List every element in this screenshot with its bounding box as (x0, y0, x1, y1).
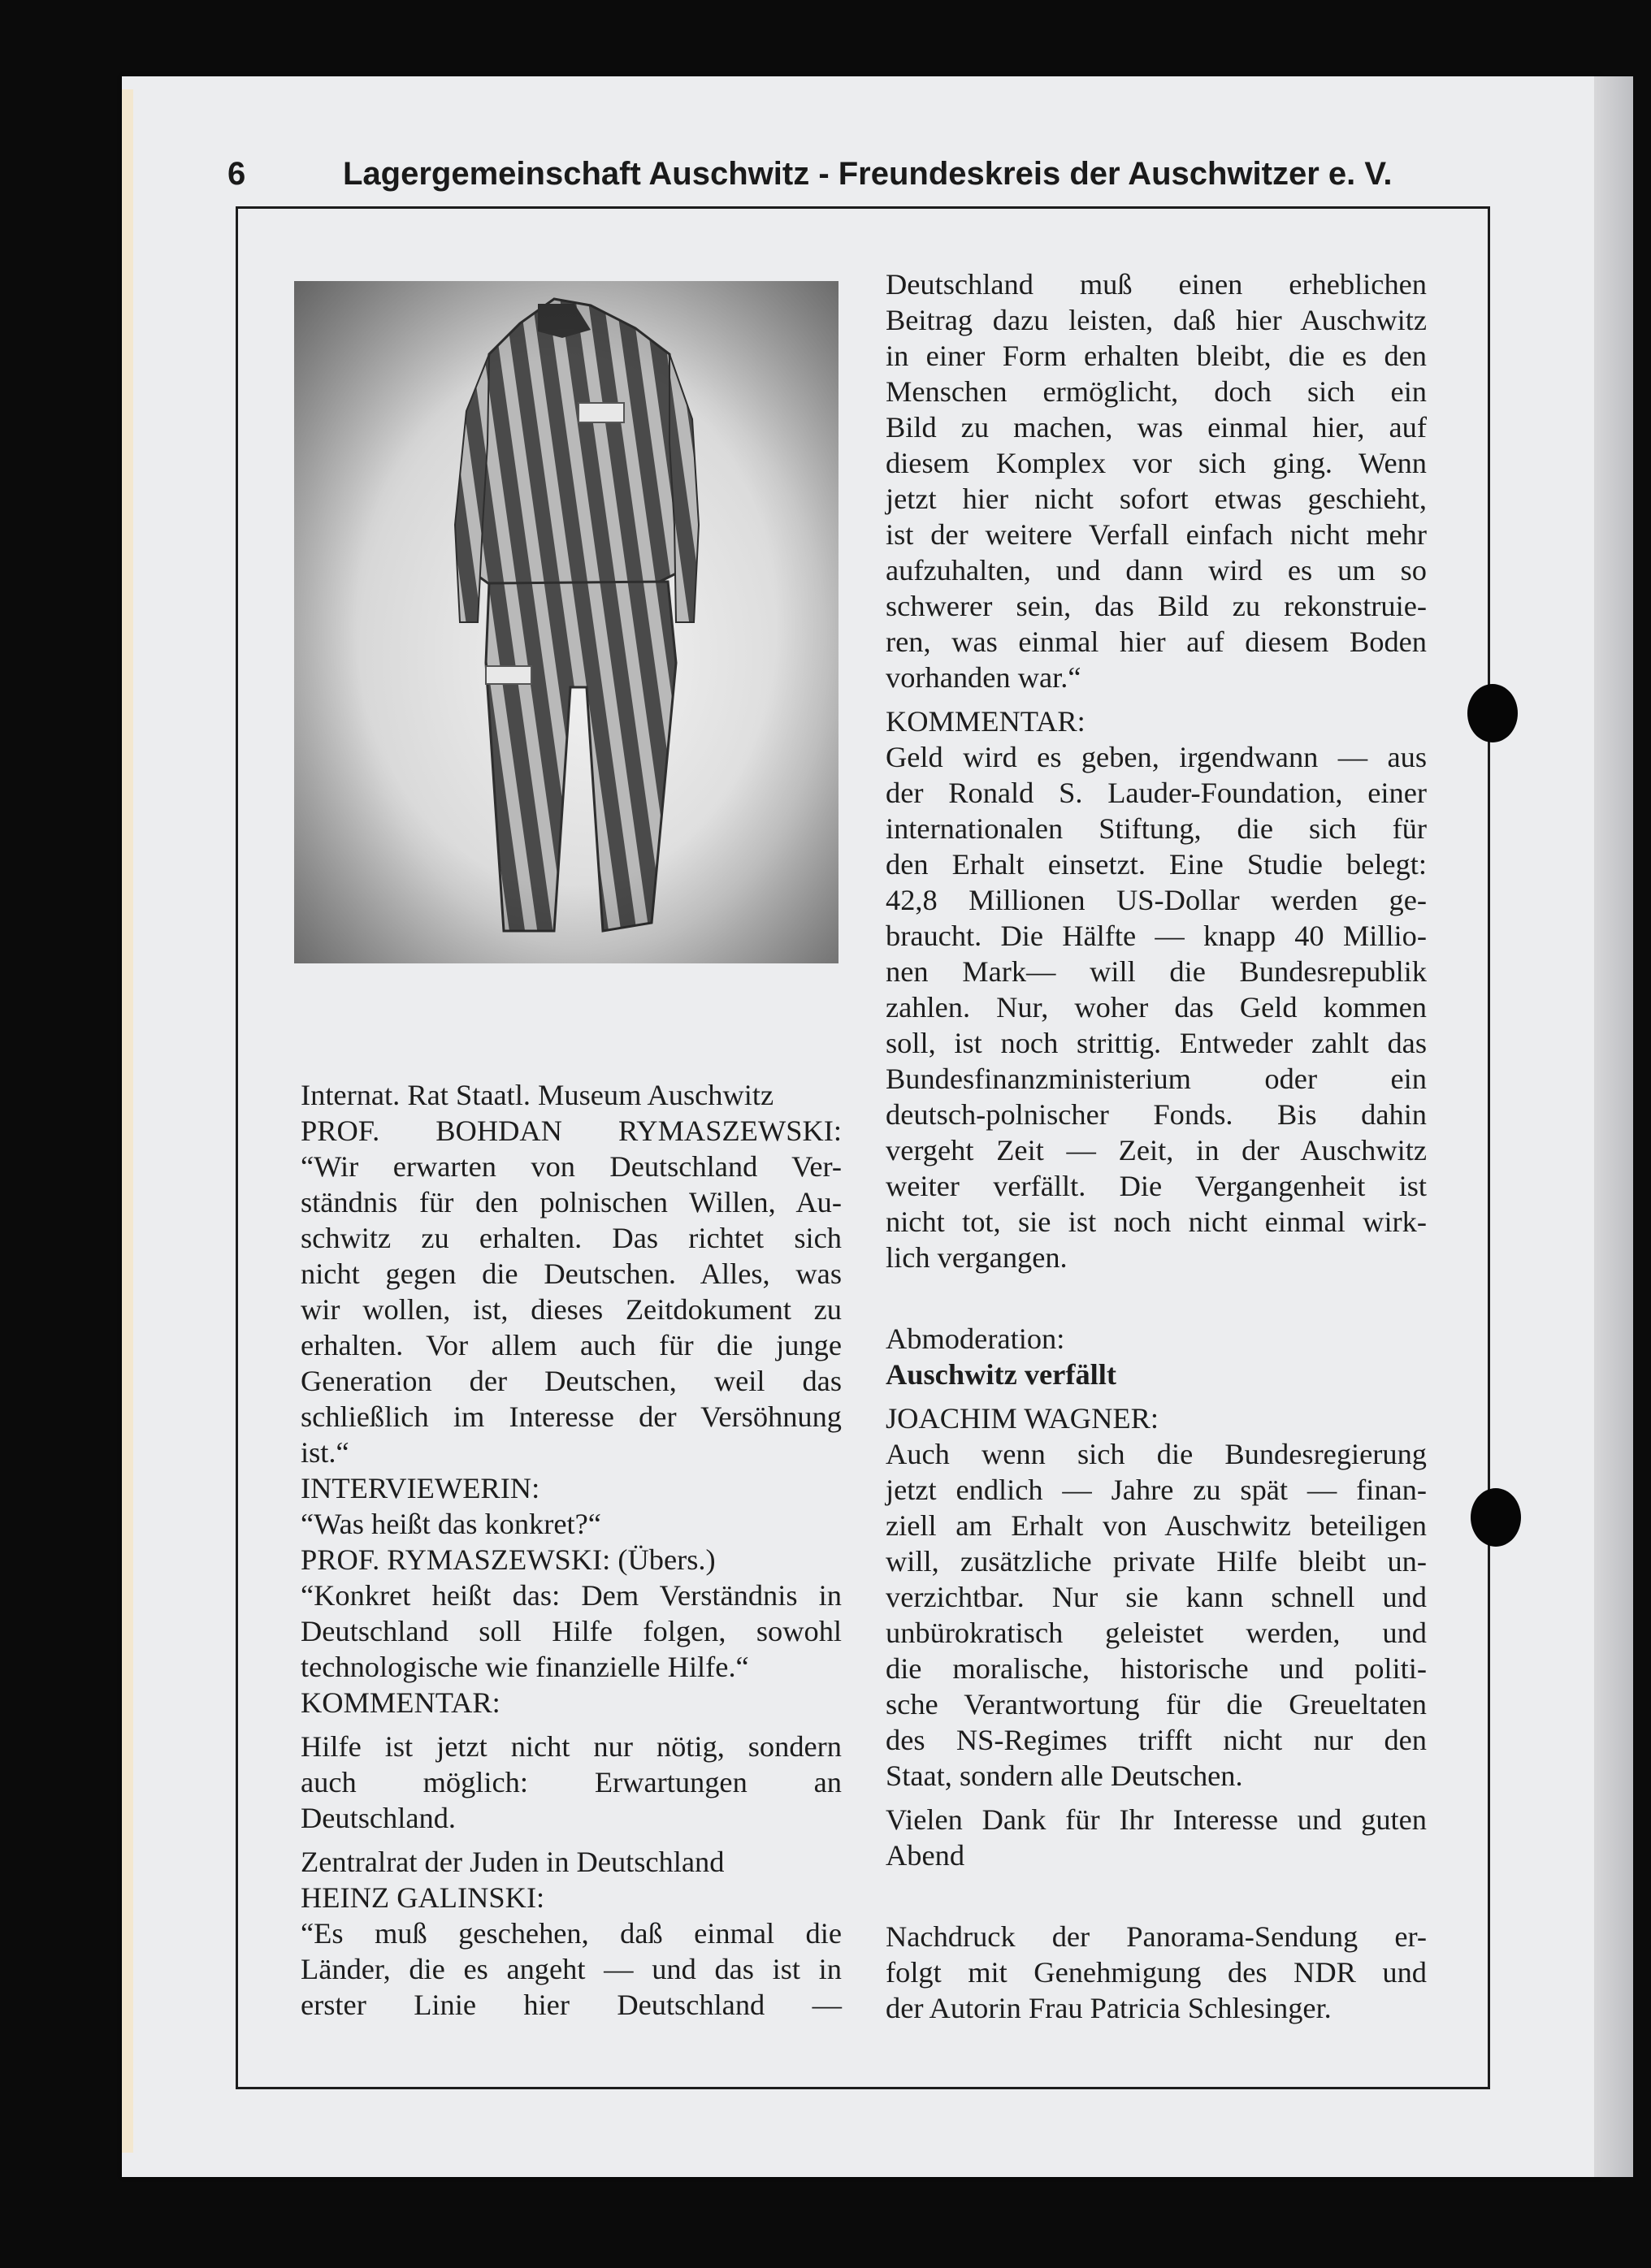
text-line: 42,8 Millionen US-Dollar werden ge- (886, 884, 1427, 916)
prisoner-uniform-photo (294, 281, 838, 963)
underlying-sheet-edge (122, 89, 133, 2153)
text-line: Bundesfinanzministerium oder ein (886, 1063, 1427, 1095)
text-line: nicht gegen die Deutschen. Alles, was (301, 1257, 842, 1290)
text-line: lich vergangen. (886, 1241, 1068, 1274)
speaker-name: INTERVIEWERIN: (301, 1472, 540, 1504)
text-line: Deutschland muß einen erheblichen (886, 268, 1427, 301)
text-line: der Ronald S. Lauder-Foundation, einer (886, 777, 1427, 809)
text-line: schließlich im Interesse der Versöhnung (301, 1400, 842, 1433)
text-line: erhalten. Vor allem auch für die junge (301, 1329, 842, 1361)
text-line: aufzuhalten, und dann wird es um so (886, 554, 1427, 586)
text-line: deutsch-polnischer Fonds. Bis dahin (886, 1098, 1427, 1131)
text-line: “Was heißt das konkret?“ (301, 1508, 601, 1540)
speaker-name: JOACHIM WAGNER: (886, 1402, 1159, 1435)
page-header (228, 156, 1393, 205)
speaker-name: PROF. RYMASZEWSKI: (Übers.) (301, 1543, 716, 1576)
text-line: Deutschland. (301, 1802, 456, 1834)
left-column-text (301, 1077, 842, 2023)
closing-headline: Auschwitz verfällt (886, 1358, 1116, 1391)
binder-hole-top (1467, 684, 1518, 742)
text-line: technologische wie finanzielle Hilfe.“ (301, 1651, 749, 1683)
text-line: auch möglich: Erwartungen an (301, 1766, 842, 1798)
text-line: des NS-Regimes trifft nicht nur den (886, 1724, 1427, 1756)
text-line: weiter verfällt. Die Vergangenheit ist (886, 1170, 1427, 1202)
text-line: ren, was einmal hier auf diesem Boden (886, 625, 1427, 658)
text-line: Beitrag dazu leisten, daß hier Auschwitz (886, 304, 1427, 336)
reprint-note: Nachdruck der Panorama-Sendung er- (886, 1920, 1427, 1953)
text-line: schwerer sein, das Bild zu rekonstruie- (886, 590, 1427, 622)
text-line: ziell am Erhalt von Auschwitz beteiligen (886, 1509, 1427, 1542)
text-line: “Es muß geschehen, daß einmal die (301, 1917, 842, 1950)
text-line: Deutschland soll Hilfe folgen, sowohl (301, 1615, 842, 1647)
section-label: KOMMENTAR: (886, 705, 1086, 738)
text-line: braucht. Die Hälfte — knapp 40 Millio- (886, 920, 1427, 952)
text-line: Menschen ermöglicht, doch sich ein (886, 375, 1427, 408)
text-line: Hilfe ist jetzt nicht nur nötig, sondern (301, 1730, 842, 1763)
text-line: vorhanden war.“ (886, 661, 1081, 694)
text-line: den Erhalt einsetzt. Eine Studie belegt: (886, 848, 1427, 881)
text-line: wir wollen, ist, dieses Zeitdokument zu (301, 1293, 842, 1326)
text-line: Staat, sondern alle Deutschen. (886, 1759, 1243, 1792)
text-line: Auch wenn sich die Bundesregierung (886, 1438, 1427, 1470)
text-line: zahlen. Nur, woher das Geld kommen (886, 991, 1427, 1024)
text-line: schwitz zu erhalten. Das richtet sich (301, 1222, 842, 1254)
right-column-text (886, 266, 1427, 2026)
speaker-name: PROF. BOHDAN RYMASZEWSKI: (301, 1115, 842, 1147)
text-line: Vielen Dank für Ihr Interesse und guten (886, 1803, 1427, 1836)
text-line: soll, ist noch strittig. Entweder zahlt das (886, 1027, 1427, 1059)
text-line: nicht tot, sie ist noch nicht einmal wirk- (886, 1205, 1427, 1238)
header-title: Lagergemeinschaft Auschwitz - Freundeskreis der Auschwitzer e. V. (343, 156, 1393, 192)
text-line: ist.“ (301, 1436, 349, 1469)
text-line: Geld wird es geben, irgendwann — aus (886, 741, 1427, 773)
text-line: jetzt endlich — Jahre zu spät — finan- (886, 1474, 1427, 1506)
text-line: sche Verantwortung für die Greueltaten (886, 1688, 1427, 1720)
text-line: “Konkret heißt das: Dem Verständnis in (301, 1579, 842, 1612)
text-line: internationalen Stiftung, die sich für (886, 812, 1427, 845)
text-line: Generation der Deutschen, weil das (301, 1365, 842, 1397)
text-line: unbürokratisch geleistet werden, und (886, 1617, 1427, 1649)
binder-hole-bottom (1471, 1488, 1521, 1547)
text-line: ist der weitere Verfall einfach nicht mehr (886, 518, 1427, 551)
reprint-note: folgt mit Genehmigung des NDR und (886, 1956, 1427, 1989)
page-edge (1594, 76, 1633, 2177)
text-line: verzichtbar. Nur sie kann schnell und (886, 1581, 1427, 1613)
striped-uniform-illustration (294, 281, 838, 963)
text-line: Abend (886, 1839, 965, 1872)
text-line: in einer Form erhalten bleibt, die es den (886, 340, 1427, 372)
text-line: jetzt hier nicht sofort etwas geschieht, (886, 483, 1427, 515)
text-line: diesem Komplex vor sich ging. Wenn (886, 447, 1427, 479)
text-line: nen Mark— will die Bundesrepublik (886, 955, 1427, 988)
reprint-note: der Autorin Frau Patricia Schlesinger. (886, 1992, 1332, 2024)
section-label: KOMMENTAR: (301, 1686, 500, 1719)
text-line: Internat. Rat Staatl. Museum Auschwitz (301, 1079, 774, 1111)
text-line: erster Linie hier Deutschland — (301, 1989, 842, 2021)
text-line: vergeht Zeit — Zeit, in der Auschwitz (886, 1134, 1427, 1166)
text-line: “Wir erwarten von Deutschland Ver- (301, 1150, 842, 1183)
section-label: Abmoderation: (886, 1322, 1065, 1355)
text-line: Zentralrat der Juden in Deutschland (301, 1846, 725, 1878)
text-line: ständnis für den polnischen Willen, Au- (301, 1186, 842, 1218)
text-line: die moralische, historische und politi- (886, 1652, 1427, 1685)
speaker-name: HEINZ GALINSKI: (301, 1881, 545, 1914)
text-line: Bild zu machen, was einmal hier, auf (886, 411, 1427, 444)
page-number: 6 (228, 156, 246, 192)
text-line: will, zusätzliche private Hilfe bleibt un- (886, 1545, 1427, 1578)
text-line: Länder, die es angeht — und das ist in (301, 1953, 842, 1985)
